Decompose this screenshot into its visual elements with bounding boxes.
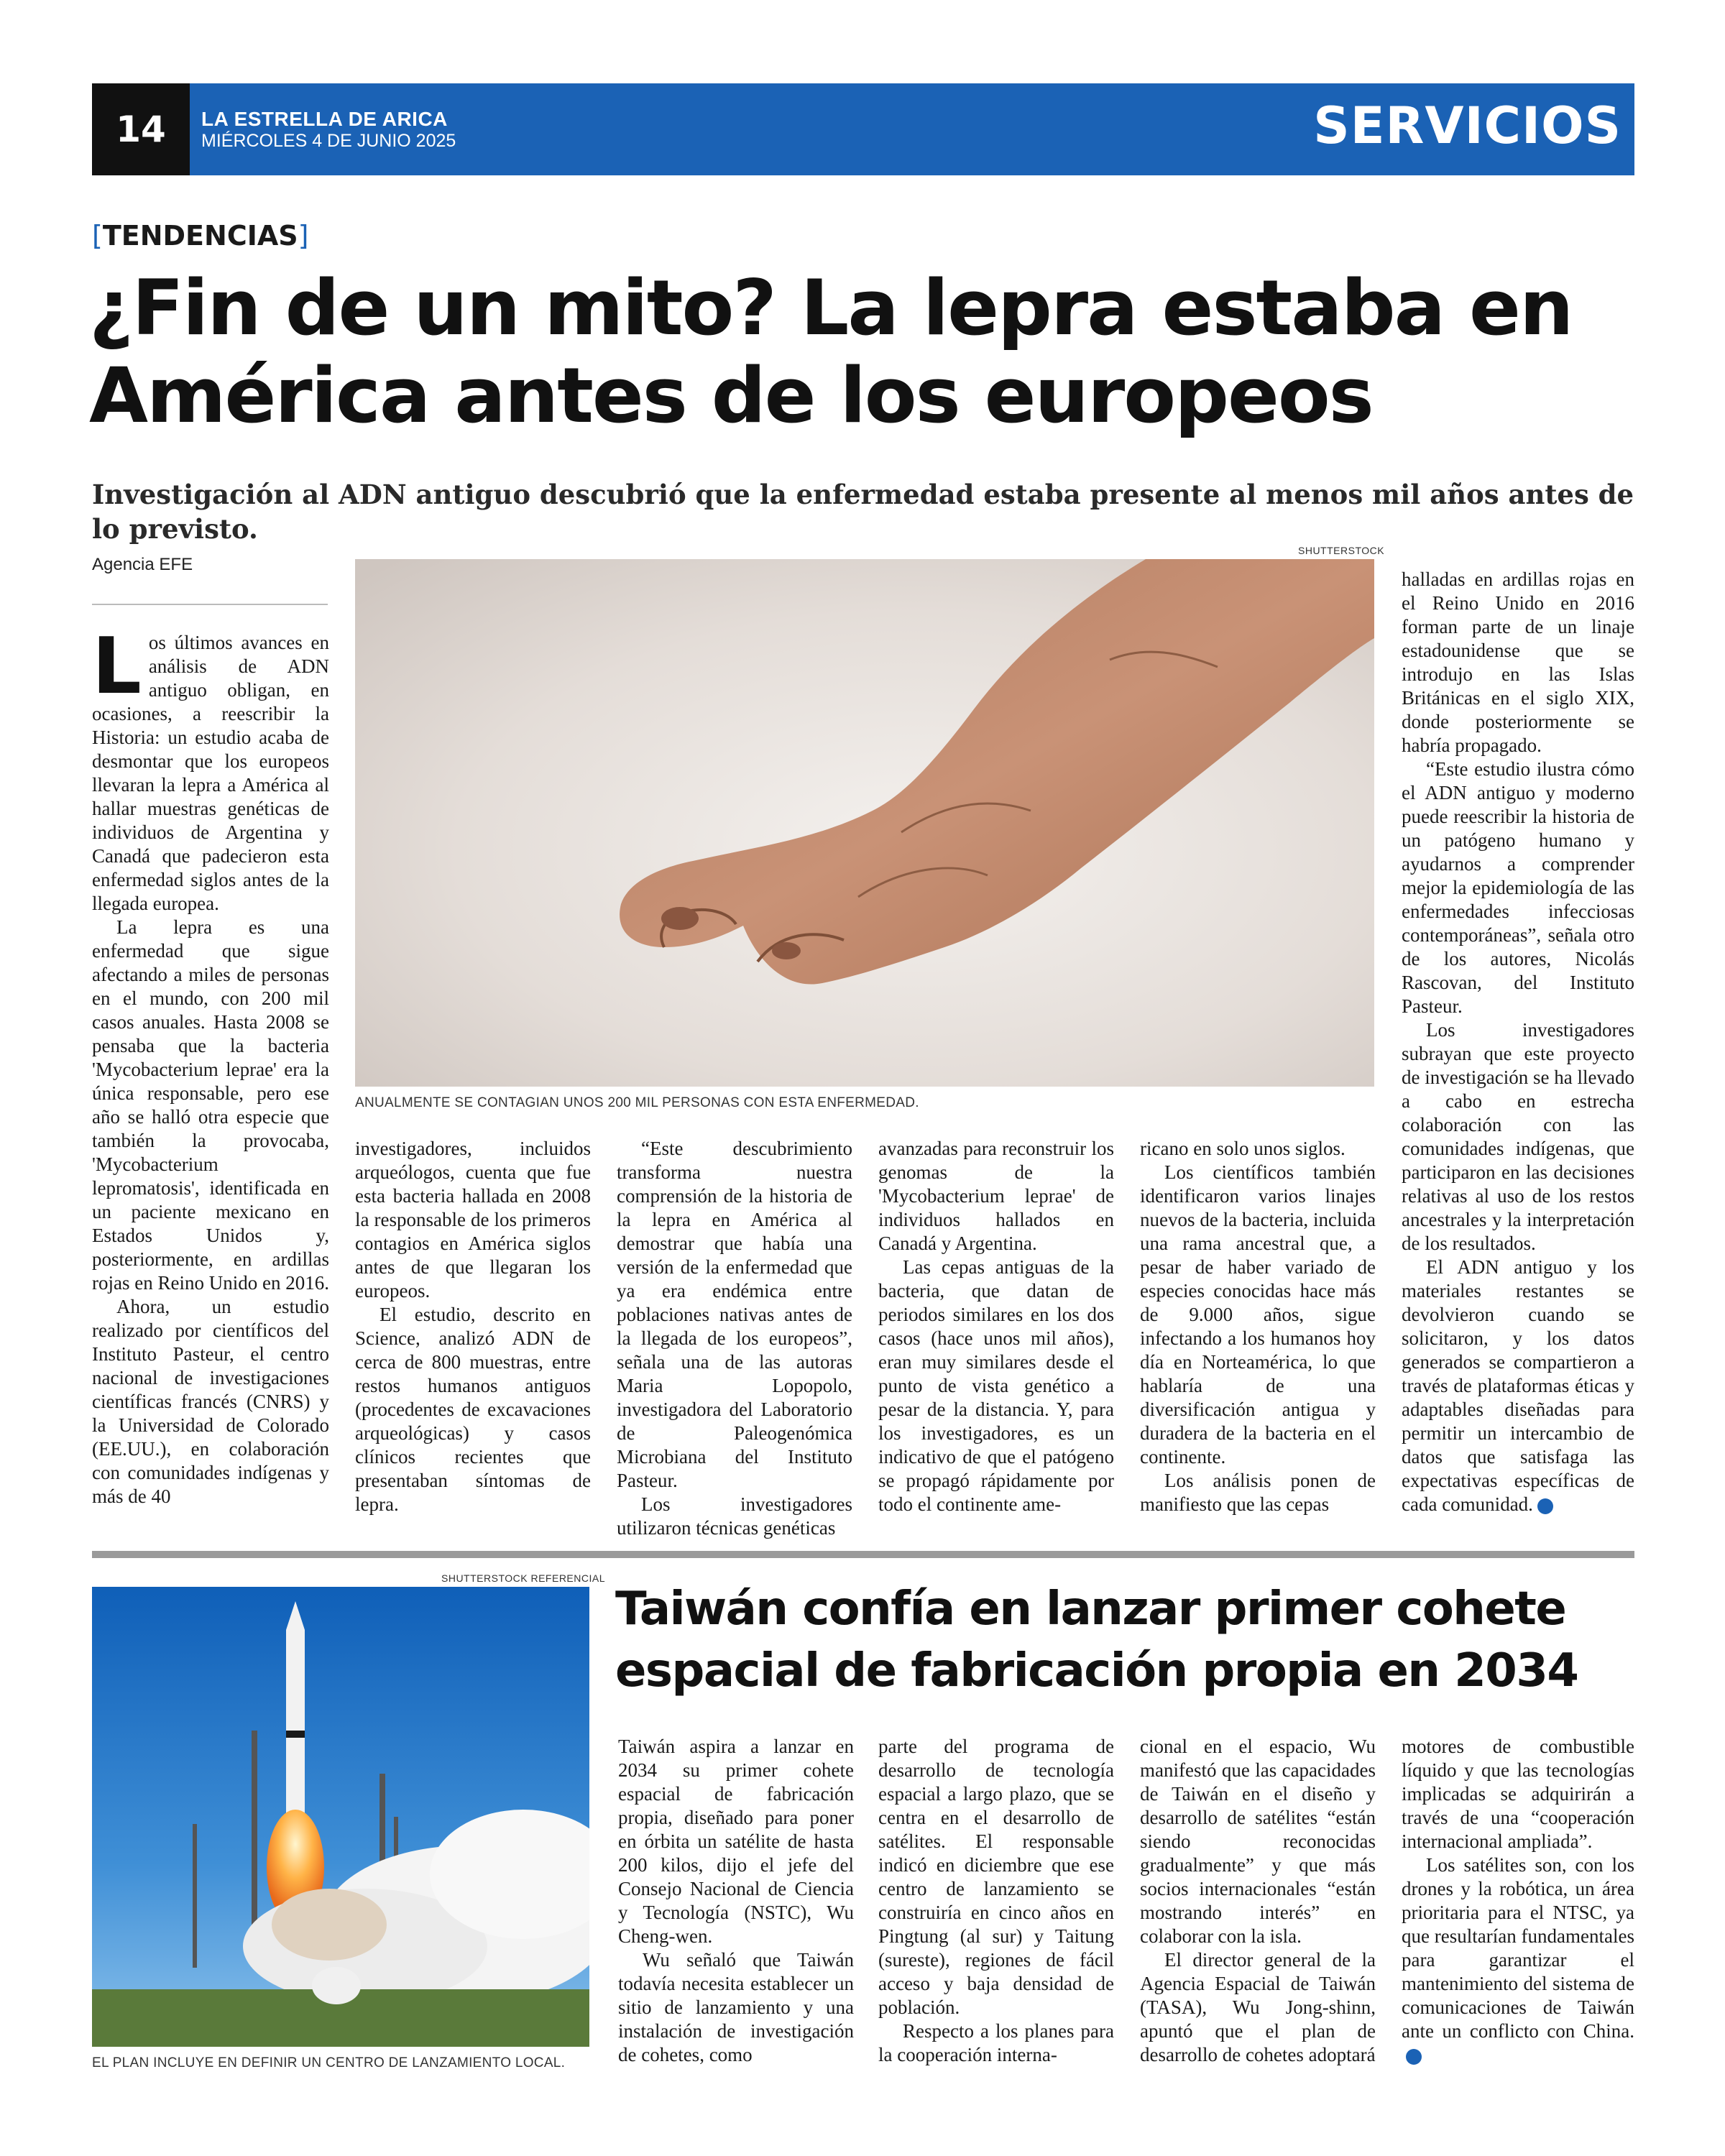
article1-column-4 (878, 1137, 1114, 1516)
headline-line-2: América antes de los europeos (89, 351, 1373, 440)
hand-illustration (355, 559, 1374, 1087)
article1-col1-paragraph: La lepra es una enfermedad que sigue afectando a miles de personas en el mundo, con 200 mil casos anuales. Hasta 2008 se pensaba que la bacteria 'Mycobacterium leprae' era la única responsable, pero ese año se halló otra especie que también la provocaba, 'Mycobacterium lepromatosis', identificada en un paciente mexicano en Estados Unidos y, posteriormente, en ardillas rojas en Reino Unido en 2016. (92, 916, 329, 1294)
article1-column-2 (355, 1137, 591, 1516)
article1-column-5 (1140, 1137, 1376, 1516)
headline-line-1: ¿Fin de un mito? La lepra estaba en (89, 264, 1573, 352)
photo-credit: SHUTTERSTOCK (1298, 545, 1385, 556)
article1-col1-paragraph: Ahora, un estudio realizado por científicos del Instituto Pasteur, el centro nacional de investigaciones científicas francés (CNRS) y la Universidad de Colorado (EE.UU.), en colaboración con comunidades indígenas y más de 40 (92, 1296, 329, 1507)
article1-col4-paragraph: avanzadas para reconstruir los genomas de la 'Mycobacterium leprae' de individuos hallados en Canadá y Argentina. (878, 1138, 1114, 1254)
headline (89, 264, 1642, 440)
end-mark-icon: ✪ (1537, 1498, 1553, 1514)
photo-caption: ANUALMENTE SE CONTAGIAN UNOS 200 MIL PERSONAS CON ESTA ENFERMEDAD. (355, 1095, 919, 1110)
article2-col3-paragraph: cional en el espacio, Wu manifestó que las capacidades de Taiwán en el diseño y desarrollo de satélites “están siendo reconocidas gradualmente” y que más socios internacionales “están mostrando interés” en colaborar con la isla. (1140, 1736, 1376, 1947)
article2-col1-paragraph: Wu señaló que Taiwán todavía necesita establecer un sitio de lanzamiento y una instalación de investigación de cohetes, como (618, 1949, 854, 2065)
hand-photo (355, 559, 1374, 1087)
headline-2-line-1: Taiwán confía en lanzar primer cohete (615, 1583, 1566, 1636)
article1-col3-paragraph: Los investigadores utilizaron técnicas genéticas (617, 1493, 852, 1539)
article2-col4-paragraph (1402, 1853, 1634, 2067)
article2-col4-paragraph: motores de combustible líquido y que las tecnologías implicadas se adquirirán a través de una “cooperación internacional ampliada”. (1402, 1736, 1634, 1852)
article1-col5-paragraph: Los análisis ponen de manifiesto que las cepas (1140, 1470, 1376, 1515)
article2-col2-paragraph: parte del programa de desarrollo de tecnología espacial a largo plazo, que se centra en el desarrollo de satélites. El responsable indicó en diciembre que ese centro de lanzamiento se construiría en cinco años en Pingtung (al sur) y Taitung (sureste), regiones de fácil acceso y baja densidad de población. (878, 1736, 1114, 2018)
article1-column-3 (617, 1137, 852, 1540)
rocket-illustration (92, 1587, 589, 2047)
masthead (92, 83, 1634, 175)
article1-col1-p1-text: os últimos avances en análisis de ADN antiguo obligan, en ocasiones, a reescribir la Historia: un estudio acaba de desmontar que los europeos llevaran la lepra a América al hallar muestras genéticas de individuos de Argentina y Canadá que padecieron esta enfermedad siglos antes de la llegada europea. (92, 632, 329, 914)
article1-col5-paragraph: ricano en solo unos siglos. (1140, 1138, 1346, 1159)
article2-column-2 (878, 1735, 1114, 2067)
kicker-text: TENDENCIAS (102, 220, 298, 252)
article2-column-1 (618, 1735, 854, 2067)
article1-col6-paragraph: halladas en ardillas rojas en el Reino Unido en 2016 forman parte de un linaje estadounidense que se introdujo en las Islas Británicas en el siglo XIX, donde posteriormente se habría propagado. (1402, 568, 1634, 756)
article-separator (92, 1551, 1634, 1558)
article1-col6-last-text: El ADN antiguo y los materiales restantes se devolvieron cuando se solicitaron, y los datos generados se compartieron a través de plataformas éticas y adaptables diseñadas para permitir un intercambio de datos que satisfaga las expectativas específicas de cada comunidad. (1402, 1256, 1634, 1515)
article1-col2-paragraph: El estudio, descrito en Science, analizó ADN de cerca de 800 muestras, entre restos humanos antiguos (procedentes de excavaciones arqueológicas) y casos clínicos recientes que presentaban síntomas de lepra. (355, 1304, 591, 1515)
dropcap: L (92, 622, 142, 711)
article1-col4-paragraph: Las cepas antiguas de la bacteria, que datan de periodos similares en los dos casos (hace unos mil años), eran muy similares desde el punto de vista genético a pesar de la distancia. Y, para los investigadores, es un indicativo de que el patógeno se propagó rápidamente por todo el continente ame- (878, 1256, 1114, 1515)
article2-column-3 (1140, 1735, 1376, 2067)
article1-col6-paragraph: Los investigadores subrayan que este proyecto de investigación se ha llevado a cabo en estrecha colaboración con las comunidades indígenas, que participaron en las decisiones relativas al uso de los restos ancestrales y la interpretación de los resultados. (1402, 1019, 1634, 1254)
kicker-bracket-open: [ (92, 220, 103, 252)
byline: Agencia EFE (92, 555, 193, 574)
kicker (92, 220, 308, 252)
article2-col1-paragraph: Taiwán aspira a lanzar en 2034 su primer cohete espacial de fabricación propia, diseñado para poner en órbita un satélite de hasta 200 kilos, dijo el jefe del Consejo Nacional de Ciencia y Tecnología (NSTC), Wu Cheng-wen. (618, 1736, 854, 1947)
article1-col3-paragraph: “Este descubrimiento transforma nuestra comprensión de la historia de la lepra en América al demostrar que había una versión de la enfermedad que ya era endémica entre poblaciones nativas antes de la llegada de los europeos”, señala una de las autoras Maria Lopopolo, investigadora del Laboratorio de Paleogenómica Microbiana del Instituto Pasteur. (617, 1138, 852, 1491)
article1-col2-paragraph: investigadores, incluidos arqueólogos, cuenta que fue esta bacteria hallada en 2008 la responsable de los primeros contagios en América siglos antes de que llegaran los europeos. (355, 1138, 591, 1302)
article1-column-1 (92, 622, 329, 1508)
headline-2-line-2: espacial de fabricación propia en 2034 (615, 1644, 1578, 1697)
headline-2 (615, 1578, 1636, 1702)
end-mark-icon: ✪ (1406, 2049, 1422, 2065)
rocket-photo (92, 1587, 589, 2047)
article2-col4-last-text: Los satélites son, con los drones y la robótica, un área prioritaria para el NTSC, ya que resultarían fundamentales para garantizar el mantenimiento del sistema de comunicaciones de Taiwán ante un conflicto con China. (1402, 1854, 1634, 2042)
publication-name: LA ESTRELLA DE ARICA (201, 108, 448, 130)
article1-col1-paragraph (92, 622, 329, 916)
deck: Investigación al ADN antiguo descubrió que la enfermedad estaba presente al menos mil años antes de lo previsto. (92, 479, 1634, 545)
photo2-credit: SHUTTERSTOCK REFERENCIAL (441, 1572, 605, 1584)
byline-rule (92, 604, 328, 605)
article2-column-4 (1402, 1735, 1634, 2067)
article1-column-6 (1402, 568, 1634, 1516)
article2-col2-paragraph: Respecto a los planes para la cooperación interna- (878, 2020, 1114, 2065)
section-name: SERVICIOS (1313, 96, 1622, 155)
publication-date: MIÉRCOLES 4 DE JUNIO 2025 (201, 131, 456, 151)
article1-col6-paragraph (1402, 1256, 1634, 1516)
page-number: 14 (92, 83, 190, 175)
kicker-bracket-close: ] (298, 220, 309, 252)
article1-col6-paragraph: “Este estudio ilustra cómo el ADN antiguo y moderno puede reescribir la historia de un patógeno humano y ayudarnos a comprender mejor la epidemiología de las enfermedades infecciosas contemporáneas”, señala otro de los autores, Nicolás Rascovan, del Instituto Pasteur. (1402, 758, 1634, 1017)
photo2-caption: EL PLAN INCLUYE EN DEFINIR UN CENTRO DE LANZAMIENTO LOCAL. (92, 2055, 566, 2070)
article1-col5-paragraph: Los científicos también identificaron varios linajes nuevos de la bacteria, incluida una rama ancestral que, a pesar de haber variado de especies conocidas hace más de 9.000 años, sigue infectando a los humanos hoy día en Norteamérica, lo que hablaría de una diversificación antigua y duradera de la bacteria en el continente. (1140, 1161, 1376, 1468)
article2-col3-paragraph: El director general de la Agencia Espacial de Taiwán (TASA), Wu Jong-shinn, apuntó que el plan de desarrollo de cohetes adoptará (1140, 1949, 1376, 2065)
